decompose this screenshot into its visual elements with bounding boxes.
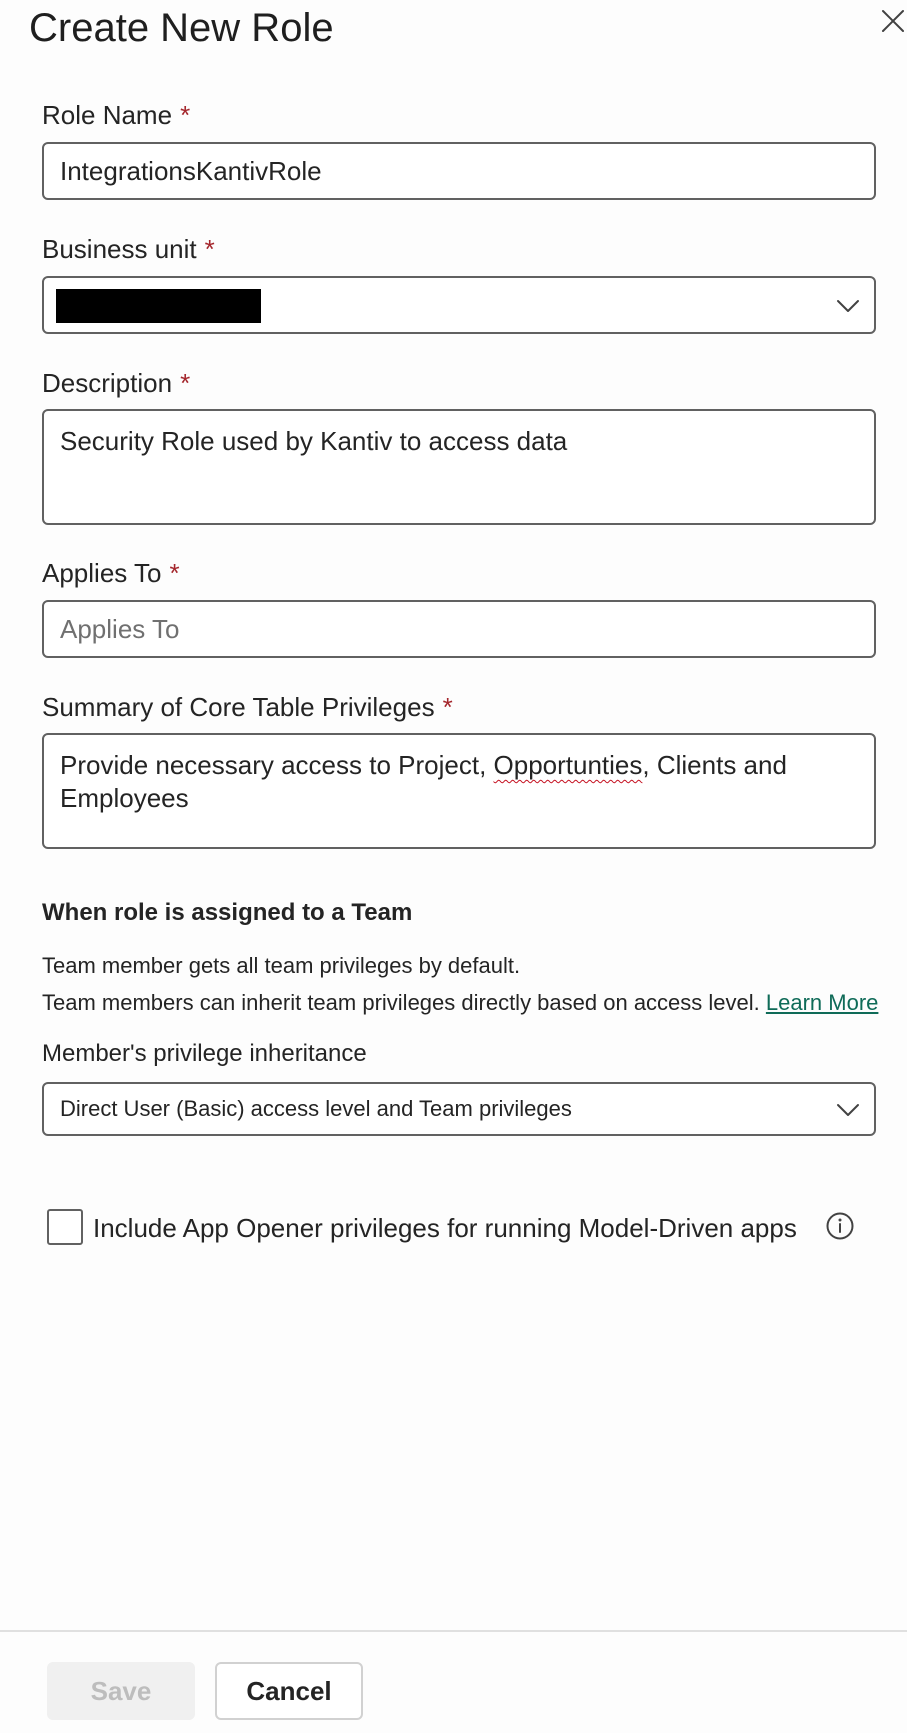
info-icon[interactable]: [825, 1211, 855, 1241]
core-privileges-text-after: , Clients and Employees: [60, 750, 787, 813]
description-value[interactable]: Security Role used by Kantiv to access data: [60, 426, 568, 456]
chevron-down-icon: [834, 1096, 862, 1124]
core-privileges-label: [42, 691, 453, 723]
inheritance-value: Direct User (Basic) access level and Team privileges: [60, 1096, 572, 1121]
core-privileges-text-before: Provide necessary access to Project,: [60, 750, 494, 780]
team-info-line-2-text: Team members can inherit team privileges directly based on access level.: [42, 990, 760, 1015]
applies-to-label: [42, 557, 180, 589]
inheritance-select[interactable]: [42, 1082, 876, 1136]
save-button[interactable]: Save: [47, 1662, 195, 1720]
required-marker: *: [442, 692, 453, 722]
misspelled-word: Opportunties: [493, 750, 643, 780]
chevron-down-icon: [834, 292, 862, 320]
core-privileges-value[interactable]: [44, 735, 874, 815]
core-privileges-label-text: Summary of Core Table Privileges: [42, 692, 435, 722]
role-name-label-text: Role Name: [42, 100, 173, 130]
team-info-line-2: [42, 988, 878, 1018]
learn-more-link[interactable]: Learn More: [765, 990, 879, 1015]
inheritance-label: Member's privilege inheritance: [42, 1040, 367, 1067]
cancel-button[interactable]: Cancel: [215, 1662, 363, 1720]
close-button[interactable]: [876, 4, 907, 38]
close-icon: [876, 4, 907, 38]
team-section-heading: When role is assigned to a Team: [42, 899, 413, 926]
role-name-label: [42, 99, 190, 131]
required-marker: *: [180, 100, 191, 130]
role-name-field[interactable]: [42, 142, 876, 200]
business-unit-select[interactable]: [42, 276, 876, 334]
app-opener-checkbox[interactable]: [47, 1209, 83, 1245]
description-field[interactable]: [42, 409, 876, 525]
footer-divider: [0, 1630, 907, 1632]
required-marker: *: [204, 234, 215, 264]
required-marker: *: [180, 368, 191, 398]
description-label: [42, 367, 190, 399]
redacted-value: [56, 289, 261, 323]
applies-to-label-text: Applies To: [42, 558, 162, 588]
team-info-line-1: Team member gets all team privileges by default.: [42, 953, 521, 978]
role-name-input[interactable]: [44, 144, 874, 198]
panel-title: Create New Role: [29, 6, 334, 50]
app-opener-label: Include App Opener privileges for running Model-Driven apps: [93, 1213, 797, 1243]
business-unit-label-text: Business unit: [42, 234, 197, 264]
required-marker: *: [169, 558, 180, 588]
description-label-text: Description: [42, 368, 173, 398]
applies-to-input[interactable]: [44, 602, 874, 656]
business-unit-label: [42, 233, 215, 265]
core-privileges-field[interactable]: [42, 733, 876, 849]
applies-to-field[interactable]: [42, 600, 876, 658]
